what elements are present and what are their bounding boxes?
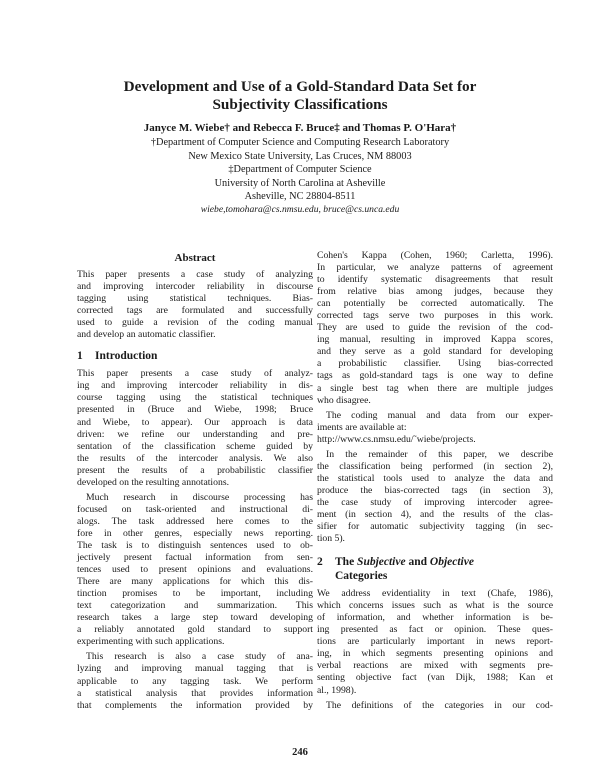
- text-line: al., 1998).: [317, 684, 357, 696]
- text-line: course tagging using the statistical techniques: [77, 392, 313, 404]
- section-title: Introduction: [95, 350, 158, 363]
- text-line: senting objective fact (van Dijk, 1988; Kan et: [317, 672, 553, 684]
- text-line: corrected tags serve two purposes in this work.: [317, 310, 553, 322]
- text-line: a statistical analysis that provides information: [77, 687, 313, 699]
- text-line: ing manual, resulting in improved Kappa scores,: [317, 334, 553, 346]
- text-line: fore in other genres, especially news reporting.: [77, 527, 313, 539]
- categories-paragraph-1: [317, 588, 553, 696]
- section-number: 1: [77, 350, 83, 363]
- text-line: from relative bias among judges, because they: [317, 286, 553, 298]
- section-title-and: and: [408, 556, 428, 569]
- text-line: tion 5).: [317, 533, 345, 545]
- text-line: tences used to present opinions and evaluations.: [77, 564, 313, 576]
- text-line: In the remainder of this paper, we describe: [326, 448, 553, 460]
- text-line: who disagree.: [317, 394, 371, 406]
- text-line: of information, and whether information is be-: [317, 612, 553, 624]
- intro-paragraph-2: [77, 492, 313, 649]
- text-line: corrected tags are formulated and successfully: [77, 305, 313, 317]
- text-line: The definitions of the categories in our cod-: [326, 699, 553, 711]
- text-line: and Wiebe, to appear). Our approach is data: [77, 416, 313, 428]
- section-title-line-2: Categories: [335, 570, 388, 583]
- text-line: and improving intercoder reliability in discourse: [77, 281, 313, 293]
- text-line: ing presented as fact or opinion. These ques-: [317, 624, 553, 636]
- text-line: ment (in section 4), and the results of the clas-: [317, 508, 553, 520]
- left-column: [77, 252, 313, 712]
- text-line: ing, in which segments presenting opinions and: [317, 648, 553, 660]
- text-line: Cohen's Kappa (Cohen, 1960; Carletta, 1996).: [317, 250, 553, 261]
- intro-paragraph-1: [77, 368, 313, 488]
- section-title-objective: Objective: [429, 556, 474, 569]
- author-emails: wiebe,tomohara@cs.nmsu.edu, bruce@cs.unca.edu: [200, 204, 400, 216]
- text-line: This research is also a case study of ana-: [86, 651, 313, 663]
- text-line: This paper presents a case study of analyz-: [77, 368, 313, 380]
- intro-paragraph-3-continued: [317, 250, 553, 407]
- text-line: can potentially be corrected automatically. The: [317, 298, 553, 310]
- text-line: that complements the information provided by: [77, 699, 313, 711]
- affiliation-line: ‡Department of Computer Science: [228, 164, 372, 176]
- text-line: This paper presents a case study of analyzing: [77, 269, 313, 281]
- availability-paragraph: [317, 410, 553, 446]
- text-line: In particular, we analyze patterns of agreement: [317, 262, 553, 274]
- text-line: and develop an automatic classifier.: [77, 329, 216, 341]
- text-line: tinction promises to be important, including: [77, 588, 313, 600]
- text-line: tagging using statistical techniques. Bias-: [77, 293, 313, 305]
- text-line: which concerns issues such as what is the source: [317, 600, 553, 612]
- author-names: Janyce M. Wiebe† and Rebecca F. Bruce‡ and Thomas P. O'Hara†: [143, 122, 457, 134]
- abstract-body: [77, 269, 313, 341]
- text-line: jectively present factual information from sen-: [77, 552, 313, 564]
- section-heading-introduction: [77, 349, 313, 363]
- text-line: a reliably annotated gold standard to support: [77, 624, 313, 636]
- text-line: lyzing and improving manual tagging that is: [77, 663, 313, 675]
- title-line-2: Subjectivity Classifications: [212, 96, 388, 113]
- affiliation-line: New Mexico State University, Las Cruces, NM 88003: [188, 150, 412, 162]
- text-line: tags as gold-standard tags is one way to define: [317, 370, 553, 382]
- text-line: There are many applications for which this dis-: [77, 576, 313, 588]
- text-line: a probabilistic classifier. Using bias-corrected: [317, 358, 553, 370]
- text-line: sifier for automatic subjectivity tagging (in sec-: [317, 521, 553, 533]
- affiliation-line: University of North Carolina at Asheville: [214, 177, 386, 189]
- text-line: the classification being performed (in section 2),: [317, 460, 553, 472]
- text-line: sentation of the classification scheme guided by: [77, 440, 313, 452]
- title-line-1: Development and Use of a Gold-Standard Data Set for: [123, 78, 477, 95]
- page-number: 246: [292, 747, 308, 758]
- text-line: used to guide a revision of the coding manual: [77, 317, 313, 329]
- text-line: research takes a large step toward developing: [77, 612, 313, 624]
- categories-paragraph-2: [317, 700, 553, 712]
- author-block: [40, 122, 560, 217]
- section-number: 2: [317, 556, 323, 569]
- right-column: [317, 250, 553, 712]
- text-line: developed on the resulting annotations.: [77, 476, 230, 488]
- text-line: text categorization and summarization. This: [77, 600, 313, 612]
- abstract-heading: Abstract: [174, 252, 216, 264]
- text-line: iments are available at:: [317, 421, 407, 433]
- text-line: alogs. The task addressed here comes to the: [77, 515, 313, 527]
- text-line: ing and improving intercoder reliability in dis-: [77, 380, 313, 392]
- text-line: present the results of a probabilistic classifier: [77, 464, 313, 476]
- text-line: tions are particularly important in news report-: [317, 636, 553, 648]
- intro-paragraph-3: [77, 651, 313, 711]
- paper-title: [60, 78, 540, 114]
- text-line: to identify systematic disagreements that result: [317, 274, 553, 286]
- text-line: We address evidentiality in text (Chafe, 1986),: [317, 588, 553, 600]
- text-line: The task is to distinguish sentences used to ob-: [77, 539, 313, 551]
- roadmap-paragraph: [317, 449, 553, 545]
- section-title-prefix: The: [335, 556, 355, 569]
- text-line: produce the bias-corrected tags (in section 3),: [317, 484, 553, 496]
- text-line: a single best tag when there are multiple judges: [317, 382, 553, 394]
- affiliation-line: †Department of Computer Science and Computing Research Laboratory: [150, 137, 450, 149]
- text-line: applicable to any tagging task. We perform: [77, 675, 313, 687]
- text-line: and they serve as a gold standard for developing: [317, 346, 553, 358]
- text-line: experimenting with such applications.: [77, 636, 225, 648]
- project-url: http://www.cs.nmsu.edu/˜wiebe/projects.: [317, 433, 476, 445]
- affiliation-line: Asheville, NC 28804-8511: [244, 191, 356, 203]
- text-line: driven: we refine our understanding and pre-: [77, 428, 313, 440]
- text-line: the case study of improving intercoder agree-: [317, 496, 553, 508]
- text-line: The coding manual and data from our exper-: [326, 409, 553, 421]
- text-line: Much research in discourse processing has: [86, 491, 313, 503]
- text-line: They are used to guide the revision of the cod-: [317, 322, 553, 334]
- text-line: the results of the intercoder analysis. We also: [77, 452, 313, 464]
- text-line: verbal reactions are mixed with segments pre-: [317, 660, 553, 672]
- section-heading-categories: [317, 555, 553, 583]
- text-line: the statistical tools used to analyze the data and: [317, 472, 553, 484]
- section-title-subjective: Subjective: [357, 556, 406, 569]
- text-line: presented in (Bruce and Wiebe, 1998; Bruce: [77, 404, 313, 416]
- text-line: focused on task-oriented and instructional di-: [77, 503, 313, 515]
